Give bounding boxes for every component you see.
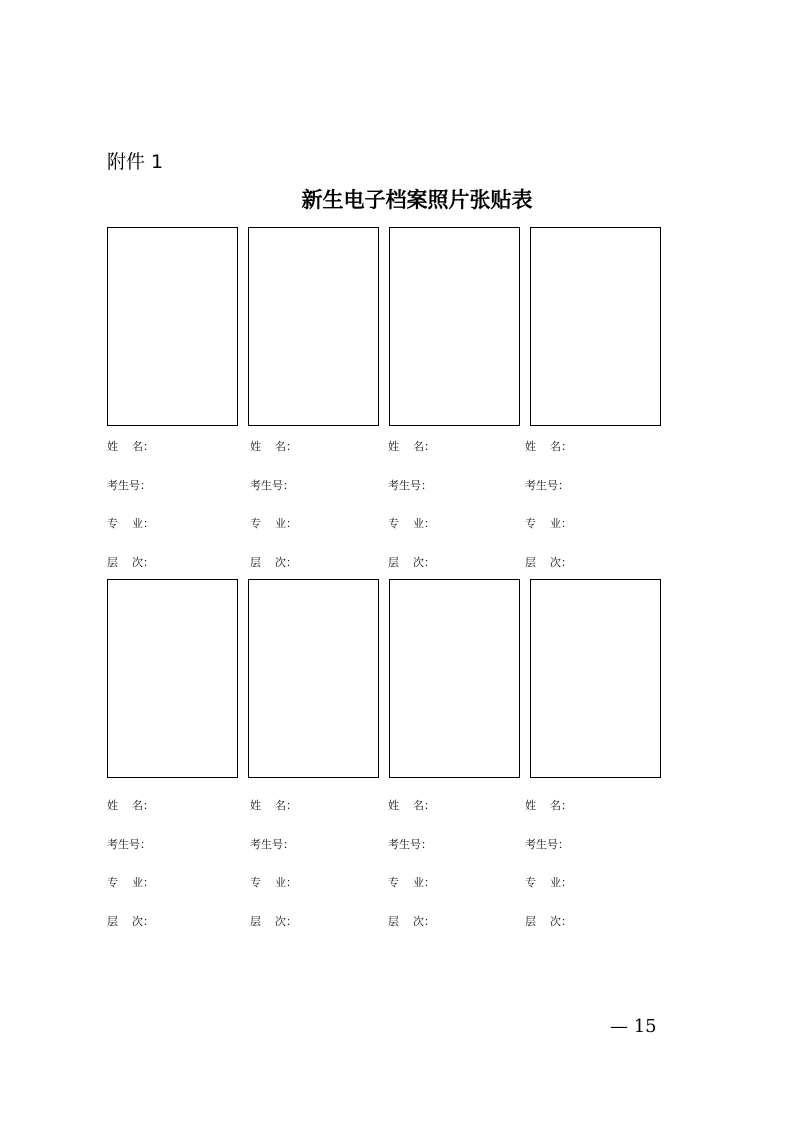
exam-number-label: 考生号： (107, 838, 151, 851)
major-label: 专 业： (525, 517, 572, 530)
exam-number-label: 考生号： (388, 479, 432, 492)
photo-slot (107, 227, 238, 426)
name-label: 姓 名： (388, 799, 435, 812)
page-number: — 15 (610, 1016, 657, 1037)
level-label: 层 次： (107, 915, 154, 928)
name-label: 姓 名： (388, 440, 435, 453)
major-label: 专 业： (388, 517, 435, 530)
photo-slot (530, 227, 661, 426)
photo-slot (248, 579, 379, 778)
name-label: 姓 名： (525, 440, 572, 453)
exam-number-label: 考生号： (107, 479, 151, 492)
name-label: 姓 名： (250, 440, 297, 453)
level-label: 层 次： (525, 915, 572, 928)
name-label: 姓 名： (107, 799, 154, 812)
level-label: 层 次： (107, 556, 154, 569)
major-label: 专 业： (107, 517, 154, 530)
exam-number-label: 考生号： (525, 838, 569, 851)
level-label: 层 次： (250, 556, 297, 569)
name-label: 姓 名： (525, 799, 572, 812)
major-label: 专 业： (107, 876, 154, 889)
attachment-label: 附件 1 (107, 151, 164, 173)
photo-slot (389, 227, 520, 426)
major-label: 专 业： (525, 876, 572, 889)
level-label: 层 次： (388, 556, 435, 569)
photo-row-2 (107, 579, 667, 781)
photo-slot (389, 579, 520, 778)
name-label: 姓 名： (107, 440, 154, 453)
exam-number-label: 考生号： (250, 479, 294, 492)
exam-number-label: 考生号： (525, 479, 569, 492)
level-label: 层 次： (250, 915, 297, 928)
page-title: 新生电子档案照片张贴表 (301, 187, 533, 212)
exam-number-label: 考生号： (388, 838, 432, 851)
photo-slot (248, 227, 379, 426)
photo-row-1 (107, 227, 667, 429)
level-label: 层 次： (525, 556, 572, 569)
major-label: 专 业： (250, 517, 297, 530)
major-label: 专 业： (388, 876, 435, 889)
major-label: 专 业： (250, 876, 297, 889)
name-label: 姓 名： (250, 799, 297, 812)
photo-slot (530, 579, 661, 778)
level-label: 层 次： (388, 915, 435, 928)
exam-number-label: 考生号： (250, 838, 294, 851)
photo-slot (107, 579, 238, 778)
